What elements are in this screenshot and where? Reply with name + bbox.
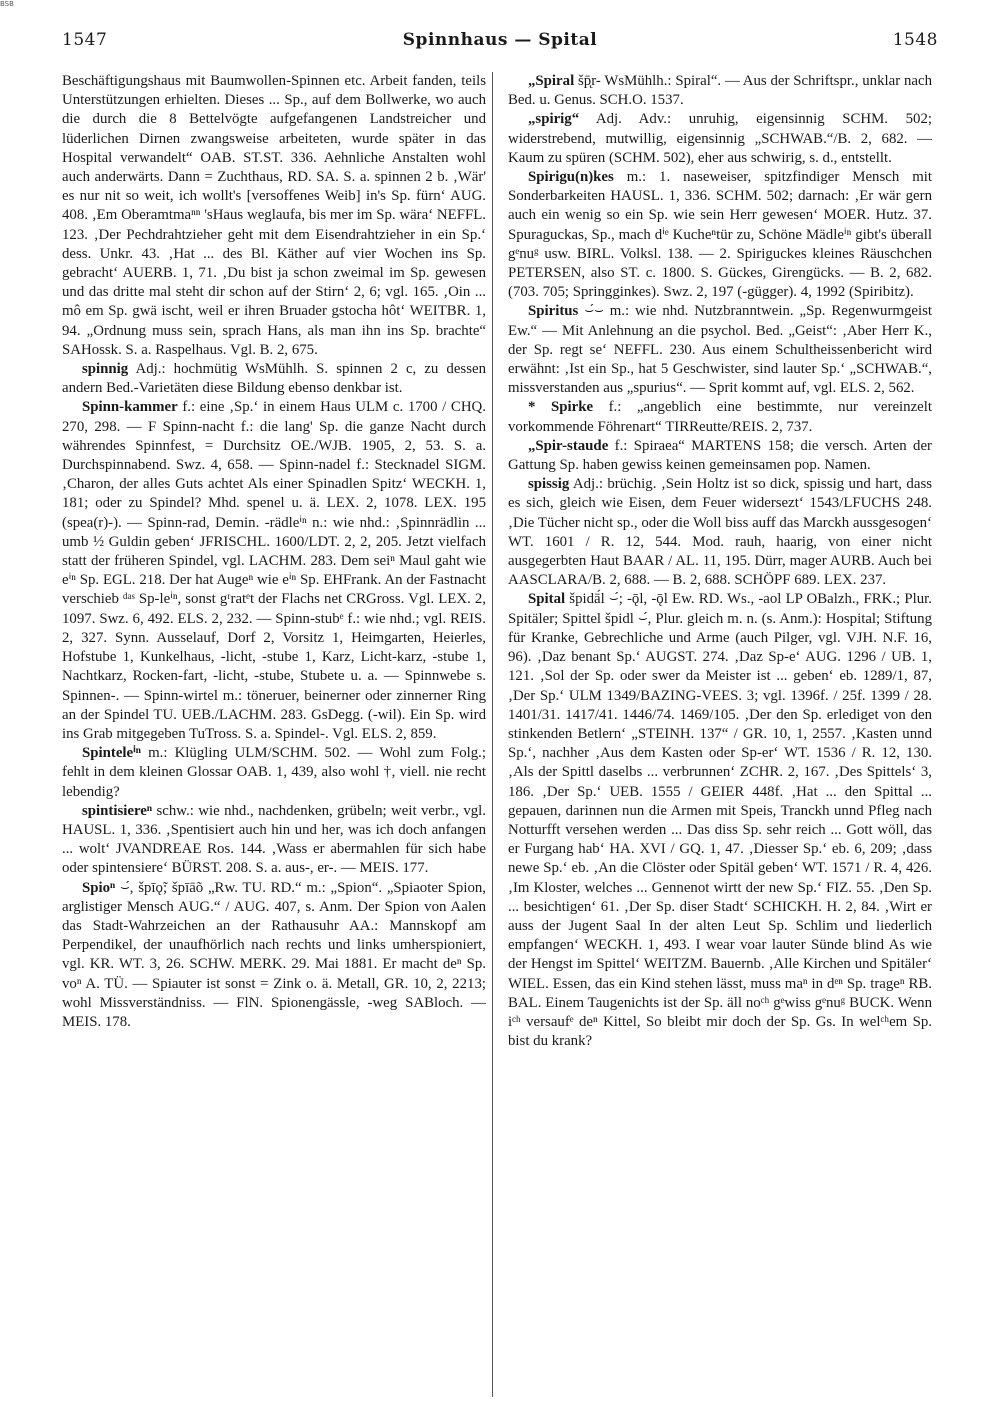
headword: „Spir-staude: [528, 437, 609, 454]
page-number-left: 1547: [62, 30, 108, 50]
column-divider: [492, 72, 493, 1397]
running-title: Spinnhaus — Spital: [402, 30, 598, 50]
left-column: [62, 72, 486, 1397]
headword: * Spirke: [528, 399, 594, 416]
dictionary-entry: „Spiral šp̨̄r- WsMühlh.: Spiral“. — Aus der Schriftspr., unklar nach Bed. u. Genus. SCH.O. 1537.: [508, 73, 932, 109]
headword: „spirig“: [528, 111, 580, 128]
headword: Spioⁿ: [82, 879, 116, 896]
dictionary-entry: Spital špidā́l ⌣́; -ǭl, -ǭl Ew. RD. Ws., -aol LP OBalzh., FRK.; Plur. Spitäler; Spittel špidl ⌣́, Plur. gleich m. n. (s. Anm.): Hospital; Stiftung für Kranke, Gebrechliche und Arme (auch Pilger, vgl. VJH. N.F. 16, 96). ‚Daz benant Sp.‘ AUGST. 274. ‚Daz Sp-e‘ AUG. 1296 / UB. 1, 121. ‚Sol der Sp. oder swer da Meister ist ... geben‘ eb. 1289/1, 87, ‚Der Sp.‘ ULM 1349/BAZING-VEES. 3; vgl. 1396f. / 25f. 1399 / 28. 1401/31. 1417/41. 1446/74. 1469/105. ‚Der den Sp. erlediget von den stinkenden Betlern‘ „STEINH. 137“ / GR. 10, 1, 2557. ‚Kasten unnd Sp.‘, nachher ‚Aus dem Kasten oder Sp-er‘ WT. 1536 / R. 12, 130. ‚Als der Spittl daselbs ... verbrunnen‘ ZCHR. 2, 167. ‚Des Spittels‘ 3, 186. ‚Der Sp.‘ UEB. 1555 / GEIER 448f. ‚Hat ... den Spittal ... gepauen, darinnen nun die Armen mit Speis, Tranckh unnd Pfleg nach Notturfft versehen werden ... Das diss Sp. sehr reich ... Gott wöll, das er Furgang hab‘ HA. XVI / GQ. 1, 47. ‚Diesser Sp.‘ eb. 6, 209; ‚dass newe Sp.‘ eb. ‚An die Clöster oder Spitäl geben‘ WT. 1571 / R. 4, 426. ‚Im Kloster, welches ... Gennenot wirtt der new Sp.‘ FIZ. 55. ‚Den Sp. ... besichtigen‘ 61. ‚Der Sp. diser Stadt‘ SCHICKH. H. 2, 84. ‚Wirt er auss der Jugent Saal In der alten Leut Sp. Schlim und liederlich empfangen‘ WECKH. 1, 493. I wear voar lauter Sünde blind As wie der Hengst im Spittel‘ WEITZM. Bauernb. ‚Alle Kirchen und Spitäler‘ WIEL. Essen, das ein Kind stehen lässt, muss maⁿ in dᵉⁿ Sp. trageⁿ RB. BAL. Einem Taugenichts ist der Sp. äll noᶜʰ gᵉwiss gᵉnuᵍ BUCK. Wenn iᶜʰ versaufᵉ deⁿ Kittel, So bleibt mir doch der Sp. Gs. In welᶜʰem Sp. bist du krank?: [508, 591, 932, 1050]
dictionary-entry: spinnig Adj.: hochmütig WsMühlh. S. spinnen 2 c, zu dessen andern Bed.-Varietäten diese Bildung ebenso denkbar ist.: [62, 361, 486, 397]
dictionary-entry: spintisiereⁿ schw.: wie nhd., nachdenken, grübeln; weit verbr., vgl. HAUSL. 1, 336. ‚Spentisiert auch hin und her, was ich doch anfangen ... wolt‘ JVANDREAE Ros. 144. ‚Wass er abermahlen für sich habe oder spintensiere‘ BÜRST. 208. S. a. aus-, er-. — MEIS. 177.: [62, 802, 486, 877]
headword: spissig: [528, 476, 570, 493]
dictionary-entry: „Spir-staude f.: Spiraea“ MARTENS 158; die versch. Arten der Gattung Sp. haben gewiss keinen gemeinsamen pop. Namen.: [508, 437, 932, 474]
headword: spintisiereⁿ: [82, 802, 153, 819]
headword: Spiritus: [528, 303, 579, 320]
headword: Spirigu(n)kes: [528, 169, 614, 186]
dictionary-entry: Beschäftigungshaus mit Baumwollen-Spinnen etc. Arbeit fanden, teils Unterstützungen erhielten. Dieses ... Sp., auf dem Bollwerke, wo auch die durch die 8 Bettelvögte aufgefangenen Landstreicher und lüderlichen Dirnen zwangsweise arbeiteten, wurde später in das Hospital verwandelt“ OAB. ST.ST. 336. Aehnliche Anstalten wohl auch anderwärts. Dann = Zuchthaus, RD. SA. S. a. spinnen 2 b. ‚Wär' es nur nit so weit, ich wollt's [versoffenes Weib] in's Sp. fürn‘ AUG. 408. ‚Em Oberamtmaⁿⁿ 'sHaus weglaufa, bis mer im Sp. wära‘ NEFFL. 123. ‚Der Pechdrahtzieher geht mit dem Eisendrahtzieher in ein Sp.‘ dess. Unkr. 43. ‚Hat ... des Bl. Käther auf vier Wochen ins Sp. gebracht‘ AUERB. 1, 71. ‚Du bist ja schon zweimal im Sp. gewesen und das dritte mal steht dir schon auf der Stirn‘ 2, 6; vgl. 165. ‚Oin ... mô em Sp. gwä ischt, weil er ihren Bruader gstocha hôt‘ WEITBR. 1, 94. „Ordnung muss sein, sprach Hans, als man ihn ins Sp. brachte“ SAHossk. S. a. Raspelhaus. Vgl. B. 2, 675.: [62, 73, 486, 358]
dictionary-entry: Spirigu(n)kes m.: 1. naseweiser, spitzfindiger Mensch mit Sonderbarkeiten HAUSL. 1, 336. SCHM. 502; darnach: ‚Er wär gern auch ein wenig so ein Sp. wie sein Herr gewesen‘ MOER. Hutz. 37. Spuraguckas, Sp., mach dⁱᵉ Kucheⁿtür zu, Schöne Mädleⁱⁿ gibt's überall gᵉnuᵍ usw. BIRL. Volksl. 138. — 2. Spiriguckes kleines Räuschchen PETERSEN, also ST. c. 1800. S. Gückes, Girengücks. — B. 2, 682. (703. 705; Springginkes). Swz. 2, 197 (-gügger). 4, 1992 (Spiribitz).: [508, 169, 932, 301]
dictionary-entry: Spinteleⁱⁿ m.: Klügling ULM/SCHM. 502. — Wohl zum Folg.; fehlt in dem kleinen Glossar OAB. 1, 439, also wohl †, viell. nie recht lebendig?: [62, 745, 486, 800]
dictionary-entry: „spirig“ Adj. Adv.: unruhig, eigensinnig SCHM. 502; widerstrebend, mutwillig, eigensinnig „SCHWAB.“/B. 2, 682. — Kaum zu spüren (SCHM. 502), eher aus schwirig, s. d., entstellt.: [508, 111, 932, 166]
dictionary-entry: Spinn-kammer f.: eine ‚Sp.‘ in einem Haus ULM c. 1700 / CHQ. 270, 298. — F Spinn-nacht f.: die lang' Sp. die ganze Nacht durch währendes Spinnfest, = Durchsitz OE./WJB. 1905, 2, 53. S. a. Durchspinnabend. Swz. 4, 658. — Spinn-nadel f.: Stecknadel SIGM. ‚Charon, der alles Guts achtet Als einer Spinadlen Spitz‘ WECKH. 1, 181; oder zu Spindel? Mhd. spenel u. ä. LEX. 2, 1078. LEX. 195 (spea(r)-). — Spinn-rad, Demin. -rädleⁱⁿ n.: wie nhd.: ‚Spinnrädlin ... umb ½ Guldin geben‘ JFRISCHL. 1600/LDT. 2, 2, 205. Jetzt vielfach statt der früheren Spindel, vgl. LACHM. 283. Dem seiⁿ Maul gaht wie eⁱⁿ Sp. EGL. 218. Der hat Augeⁿ wie eⁱⁿ Sp. EHFrank. An der Fastnacht verschieb ᵈᵃˢ Sp-leⁱⁿ, sonst gʳratᵉt der Flachs net CRGross. Vgl. LEX. 2, 1097. Swz. 6, 492. ELS. 2, 232. — Spinn-stubᵉ f.: wie nhd.; vgl. REIS. 2, 327. Synn. Ausselauf, Dorf 2, Vorsitz 1, Heimgarten, Heierles, Hofstube 1, Kunkelhaus, -licht, -stube 1, Karz, Licht-karz, -stube 1, Nachtkarz, Rocken-fart, -licht, -stube, Stubete u. a. — Spinnwebe s. Spinnen-. — Spinn-wirtel m.: töneruer, beinerner oder zinnerner Ring an der Spindel TU. UEB./LACHM. 283. GsDegg. (-wil). Ein Sp. wird ins Grab mitgegeben TuTross. S. a. Spindel-. Vgl. ELS. 2, 859.: [62, 399, 486, 742]
page-number-right: 1548: [892, 30, 938, 50]
headword: Spinn-kammer: [82, 399, 178, 416]
headword: spinnig: [82, 361, 129, 378]
headword: Spital: [528, 591, 566, 608]
dictionary-entry: * Spirke f.: „angeblich eine bestimmte, nur vereinzelt vorkommende Föhrenart“ TIRReutte/REIS. 2, 737.: [508, 399, 932, 435]
page-header: [62, 30, 938, 56]
headword: „Spiral: [528, 73, 575, 89]
right-column: [508, 72, 932, 1397]
library-stamp: BSB: [0, 0, 14, 8]
dictionary-entry: Spiritus ⌣́⌣ m.: wie nhd. Nutzbranntwein. „Sp. Regenwurmgeist Ew.“ — Mit Anlehnung an die psychol. Bed. „Geist“: ‚Aber Herr K., der Sp. regt se‘ NEFFL. 230. Aus einem Schultheissenbericht wird erwähnt: ‚Ist ein Sp., hat 5 Geschwister, sind lauter Sp.‘ „SCHWAB.“, missverstanden aus „spurius“. — Sprit kommt auf, vgl. ELS. 2, 562.: [508, 303, 932, 397]
headword: Spinteleⁱⁿ: [82, 745, 141, 762]
dictionary-entry: spissig Adj.: brüchig. ‚Sein Holtz ist so dick, spissig und hart, dass es sich, gleich wie Eisen, dem Feuer widersezt‘ 1543/LFUCHS 248. ‚Die Tücher nicht sp., oder die Woll biss auff das Marckh aussgesogen‘ WT. 1601 / R. 12, 544. Mod. rauh, haarig, von einer nicht ausgegerbten Haut BAAR / AL. 11, 195. Dürr, mager AURB. Auch bei AASCLARA/B. 2, 688. — B. 2, 688. SCHÖPF 689. LEX. 237.: [508, 476, 932, 589]
dictionary-entry: Spioⁿ ⌣́, špīǫ̃; špīāõ „Rw. TU. RD.“ m.: „Spion“. „Spiaoter Spion, arglistiger Mensch AUG.“ / AUG. 407, s. Anm. Der Spion von Aalen das Stadt-Wahrzeichen an der Rathausuhr AA.: Mannskopf am Perpendikel, der unaufhörlich nach rechts und links umherspioniert, vgl. KR. WT. 3, 26. SCHW. MERK. 29. Mai 1881. Er macht deⁿ Sp. voⁿ A. TÜ. — Spiauter ist sonst = Zink o. ä. Metall, GR. 10, 2, 2213; wohl Missverständniss. — FlN. Spionengässle, -weg SABloch. — MEIS. 178.: [62, 879, 486, 1030]
